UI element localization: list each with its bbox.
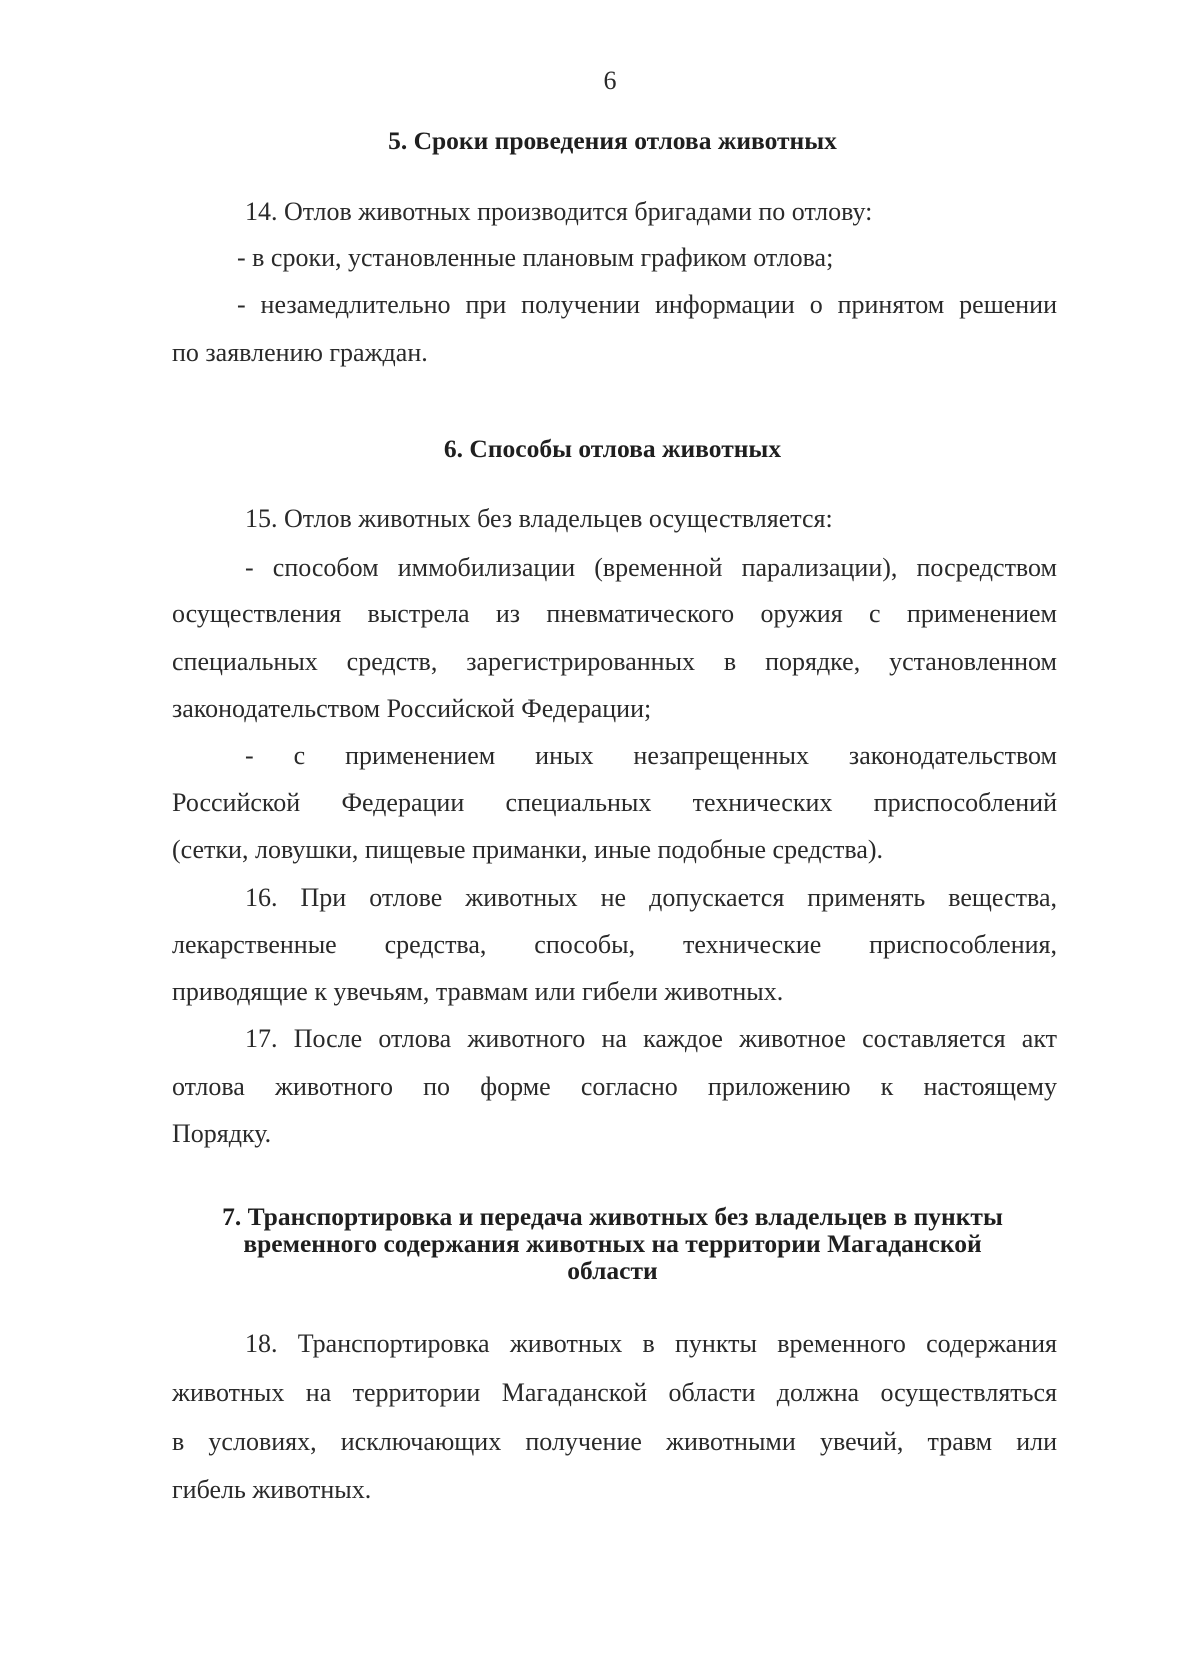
paragraph-15-item-line: - способом иммобилизации (временной парализации), посредством bbox=[245, 553, 1057, 582]
paragraph-15-line: 15. Отлов животных без владельцев осуществляется: bbox=[245, 504, 833, 533]
paragraph-16-line: лекарственные средства, способы, технические приспособления, bbox=[172, 930, 1057, 959]
paragraph-15-item-line: законодательством Российской Федерации; bbox=[172, 694, 652, 723]
paragraph-18-line: гибель животных. bbox=[172, 1475, 372, 1504]
paragraph-15-item-line: специальных средств, зарегистрированных в порядке, установленном bbox=[172, 647, 1057, 676]
paragraph-17-line: Порядку. bbox=[172, 1119, 272, 1148]
paragraph-14-item-line: по заявлению граждан. bbox=[172, 338, 428, 367]
paragraph-16-line: приводящие к увечьям, травмам или гибели животных. bbox=[172, 977, 784, 1006]
section-5-heading: 5. Сроки проведения отлова животных bbox=[388, 126, 837, 155]
paragraph-17-line: отлова животного по форме согласно приложению к настоящему bbox=[172, 1072, 1057, 1101]
page-number: 6 bbox=[603, 66, 617, 95]
section-7-heading-line: временного содержания животных на территории Магаданской bbox=[243, 1229, 982, 1258]
paragraph-17-line: 17. После отлова животного на каждое животное составляется акт bbox=[245, 1024, 1057, 1053]
paragraph-18-line: в условиях, исключающих получение животными увечий, травм или bbox=[172, 1427, 1057, 1456]
paragraph-15-item-line: осуществления выстрела из пневматического оружия с применением bbox=[172, 599, 1057, 628]
paragraph-15-item-line: - с применением иных незапрещенных законодательством bbox=[245, 741, 1057, 770]
section-7-heading-line: области bbox=[567, 1256, 658, 1285]
section-7-heading-line: 7. Транспортировка и передача животных без владельцев в пункты bbox=[222, 1202, 1003, 1231]
paragraph-18-line: 18. Транспортировка животных в пункты временного содержания bbox=[245, 1329, 1057, 1358]
paragraph-15-item-line: (сетки, ловушки, пищевые приманки, иные подобные средства). bbox=[172, 835, 884, 864]
paragraph-18-line: животных на территории Магаданской области должна осуществляться bbox=[172, 1378, 1057, 1407]
section-6-heading: 6. Способы отлова животных bbox=[443, 434, 782, 463]
paragraph-14-line: 14. Отлов животных производится бригадами по отлову: bbox=[245, 197, 873, 226]
paragraph-15-item-line: Российской Федерации специальных технических приспособлений bbox=[172, 788, 1057, 817]
paragraph-14-item-line: - незамедлительно при получении информации о принятом решении bbox=[237, 290, 1057, 319]
paragraph-16-line: 16. При отлове животных не допускается применять вещества, bbox=[245, 883, 1057, 912]
paragraph-14-item-line: - в сроки, установленные плановым графиком отлова; bbox=[237, 243, 834, 272]
